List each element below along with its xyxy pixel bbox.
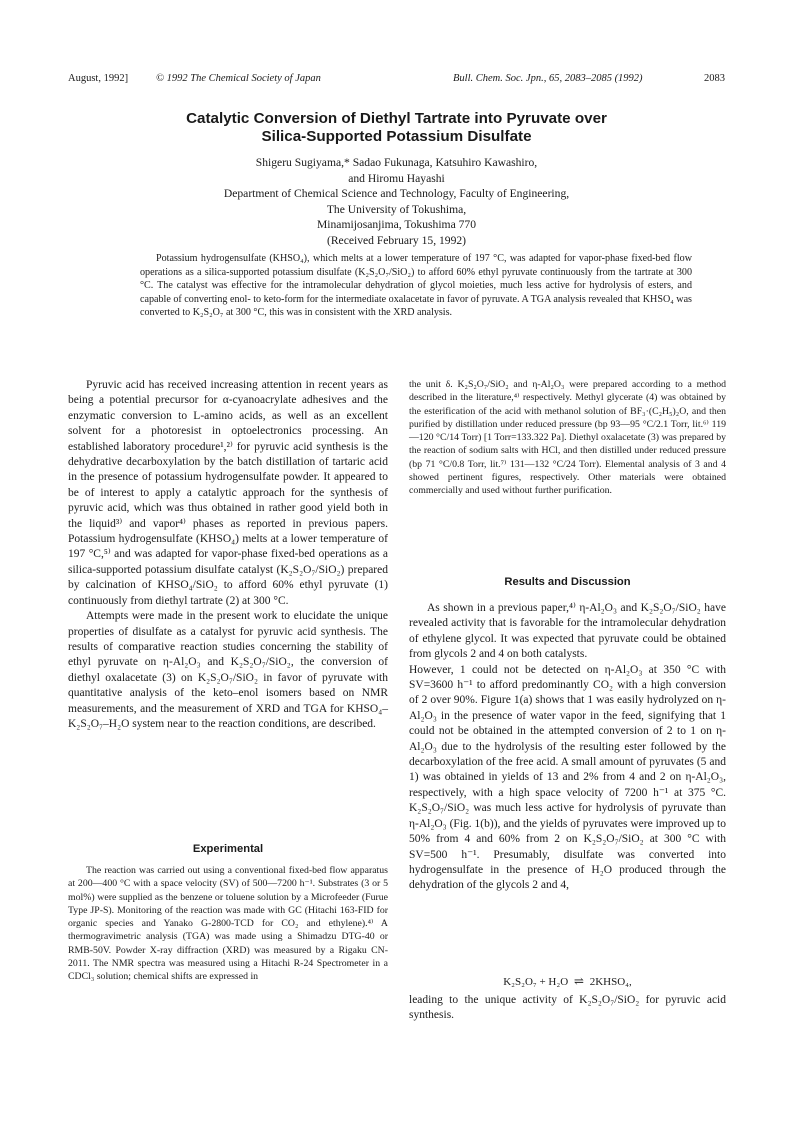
intro-paragraph-1: Pyruvic acid has received increasing attention in recent years as being a potential precursor for α-cyanoacrylate adhesives and the enzymatic conversion to L-amino acids, as well as an excellent solvent for a photoresist in optoelectronics processing. An established laboratory procedure¹,²⁾ for pyruvic acid synthesis is the dehydrative decarboxylation by the batch distillation of tartaric acid in the presence of potassium hydrogensulfate powder. It appeared to be of interest to apply a catalytic approach for the synthesis of pyruvic acid, which was thus obtained in rather good yield both in the liquid³⁾ and vapor⁴⁾ phases as reported in previous papers. Potassium hydrogensulfate (KHSO₄) melts at a lower temperature of 197 °C,⁵⁾ and was adapted for vapor-phase fixed-bed operations as a silica-supported potassium disulfate catalyst (K₂S₂O₇/SiO₂) prepared by calcination of KHSO₄/SiO₂ to afford 60% ethyl pyruvate (1) continuously from diethyl tartrate (2) at 300 °C.	[68, 379, 388, 607]
results-continued	[409, 993, 726, 1024]
received-date: (Received February 15, 1992)	[326, 233, 467, 247]
affiliation-dept: Department of Chemical Science and Technology, Faculty of Engineering,	[223, 187, 570, 200]
abstract-text: Potassium hydrogensulfate (KHSO₄), which melts at a lower temperature of 197 °C, was adapted for vapor-phase fixed-bed flow operations as a silica-supported potassium disulfate (K₂S₂O₇/SiO₂) to afford 60% ethyl pyruvate continuously from the tartrate at 300 °C. The catalyst was effective for the intramolecular dehydration of glycol moieties, much less active for hydrolysis of esters, and capable of converting enol- to keto-form for the intermediate oxalacetate in favor of pyruvate. A TGA analysis revealed that KHSO₄ was converted to K₂S₂O₇ at 300 °C, this was in consistent with the XRD analysis.	[140, 253, 692, 319]
author-names: Shigeru Sugiyama,* Sadao Fukunaga, Katsuhiro Kawashiro,	[255, 156, 538, 169]
experimental-paragraph-1: The reaction was carried out using a conventional fixed-bed flow apparatus at 200—400 °C with a space velocity (SV) of 500—7200 h⁻¹. Substrates (3 or 5 mol%) were supplied as the benzene or toluene solution by a Microfeeder (Furue Type JP-S). Monitoring of the reaction was made with GC (Hitachi 163-FID for organic species and Yanako G-2800-TCD for CO₂ and ethylene).⁴⁾ A thermogravimetric analysis (TGA) was made using a Shimadzu DTG-40 or RMB-50V. Powder X-ray diffraction (XRD) was measured by a Rigaku CN-2011. The NMR spectra was measured using a Hitachi R-24 Spectrometer in a CDCl₃ solution; chemical shifts are expressed in	[68, 865, 388, 983]
intro-section	[68, 378, 388, 732]
results-paragraph-1: As shown in a previous paper,⁴⁾ η-Al₂O₃ and K₂S₂O₇/SiO₂ have revealed activity that is favorable for the intramolecular dehydration of ethylene glycol. It was expected that pyruvate could be obtained from glycols 2 and 4 on both catalysts.	[409, 602, 726, 661]
title-line-2: Silica-Supported Potassium Disulfate	[261, 128, 532, 145]
reaction-equation	[409, 974, 726, 989]
abstract	[140, 252, 692, 320]
results-heading: Results and Discussion	[504, 576, 631, 588]
affiliation-address: Minamijosanjima, Tokushima 770	[316, 218, 477, 231]
author-names-cont: and Hiromu Hayashi	[348, 171, 445, 185]
results-paragraph-2: However, 1 could not be detected on η-Al₂O₃ at 350 °C with SV=3600 h⁻¹ to afford predominantly CO₂ with a high conversion of 2 over 90%. Figure 1(a) shows that 1 was easily hydrolyzed on η-Al₂O₃ in the presence of water vapor in the feed, signifying that 1 could not be obtained in the attempted conversion of 2 to 1 on η-Al₂O₃ due to the hydrolysis of the resulting ester followed by the decarboxylation of the free acid. A small amount of pyruvates (5 and 1) was obtained in yields of 13 and 2% from 4 and 2 on η-Al₂O₃, respectively, with a high space velocity of 7200 h⁻¹ at 375 °C. K₂S₂O₇/SiO₂ was much less active for hydrolysis of pyruvate than η-Al₂O₃ (Fig. 1(b)), and the yields of pyruvates were improved up to 50% from 4 and 60% from 2 on K₂S₂O₇/SiO₂ at 300 °C with SV=500 h⁻¹. Presumably, disulfate was converted into hydrogensulfate in the presence of H₂O produced through the dehydration of the glycols 2 and 4,	[409, 663, 726, 892]
experimental-continued	[409, 378, 726, 498]
issue-date: August, 1992]	[68, 73, 129, 84]
author-block	[0, 155, 793, 248]
paper-title	[0, 110, 793, 146]
results-paragraph-3: leading to the unique activity of K₂S₂O₇/SiO₂ for pyruvic acid synthesis.	[409, 994, 726, 1022]
copyright-notice: © 1992 The Chemical Society of Japan	[156, 73, 321, 84]
results-heading-box	[409, 576, 726, 588]
page-number: 2083	[704, 73, 725, 84]
running-header	[68, 73, 725, 89]
experimental-heading-box	[68, 843, 388, 855]
experimental-section	[68, 864, 388, 984]
experimental-heading: Experimental	[192, 843, 264, 855]
journal-citation: Bull. Chem. Soc. Jpn., 65, 2083–2085 (1992)	[453, 73, 643, 84]
affiliation-university: The University of Tokushima,	[326, 202, 467, 216]
title-line-1: Catalytic Conversion of Diethyl Tartrate into Pyruvate over	[186, 110, 607, 127]
equation-reactants: K₂S₂O₇ + H₂O	[503, 976, 569, 988]
equation-products: 2KHSO₄,	[589, 976, 632, 988]
equilibrium-arrow-icon: ⇌	[573, 974, 584, 988]
intro-paragraph-2: Attempts were made in the present work to elucidate the unique properties of disulfate as a catalyst for pyruvic acid synthesis. The results of comparative reaction studies concerning the stability of ethyl pyruvate on η-Al₂O₃ and K₂S₂O₇/SiO₂, the conversion of diethyl oxalacetate (3) on K₂S₂O₇/SiO₂ in favor of pyruvate with quantitative analysis of the keto–enol isomers based on NMR measurements, and the measurement of XRD and TGA for KHSO₄–K₂S₂O₇–H₂O system near to the reaction conditions, are described.	[68, 610, 388, 730]
results-section	[409, 601, 726, 894]
experimental-paragraph-2: the unit δ. K₂S₂O₇/SiO₂ and η-Al₂O₃ were prepared according to a method described in the literature,⁴⁾ respectively. Methyl glycerate (4) was obtained by the esterification of the acid with methanol solution of BF₃·(C₂H₅)₂O, and then purified by distillation under reduced pressure (bp 93—95 °C/2.1 Torr, lit.⁶⁾ 119—120 °C/14 Torr) [1 Torr=133.322 Pa]. Diethyl oxalacetate (3) was prepared by the reaction of sodium salts with HCl, and then distilled under reduced pressure (bp 71 °C/0.8 Torr, lit.⁷⁾ 131—132 °C/24 Torr). Elemental analysis of 3 and 4 showed pertinent figures, respectively. Other materials were obtained commercially and used without further purification.	[409, 379, 726, 497]
